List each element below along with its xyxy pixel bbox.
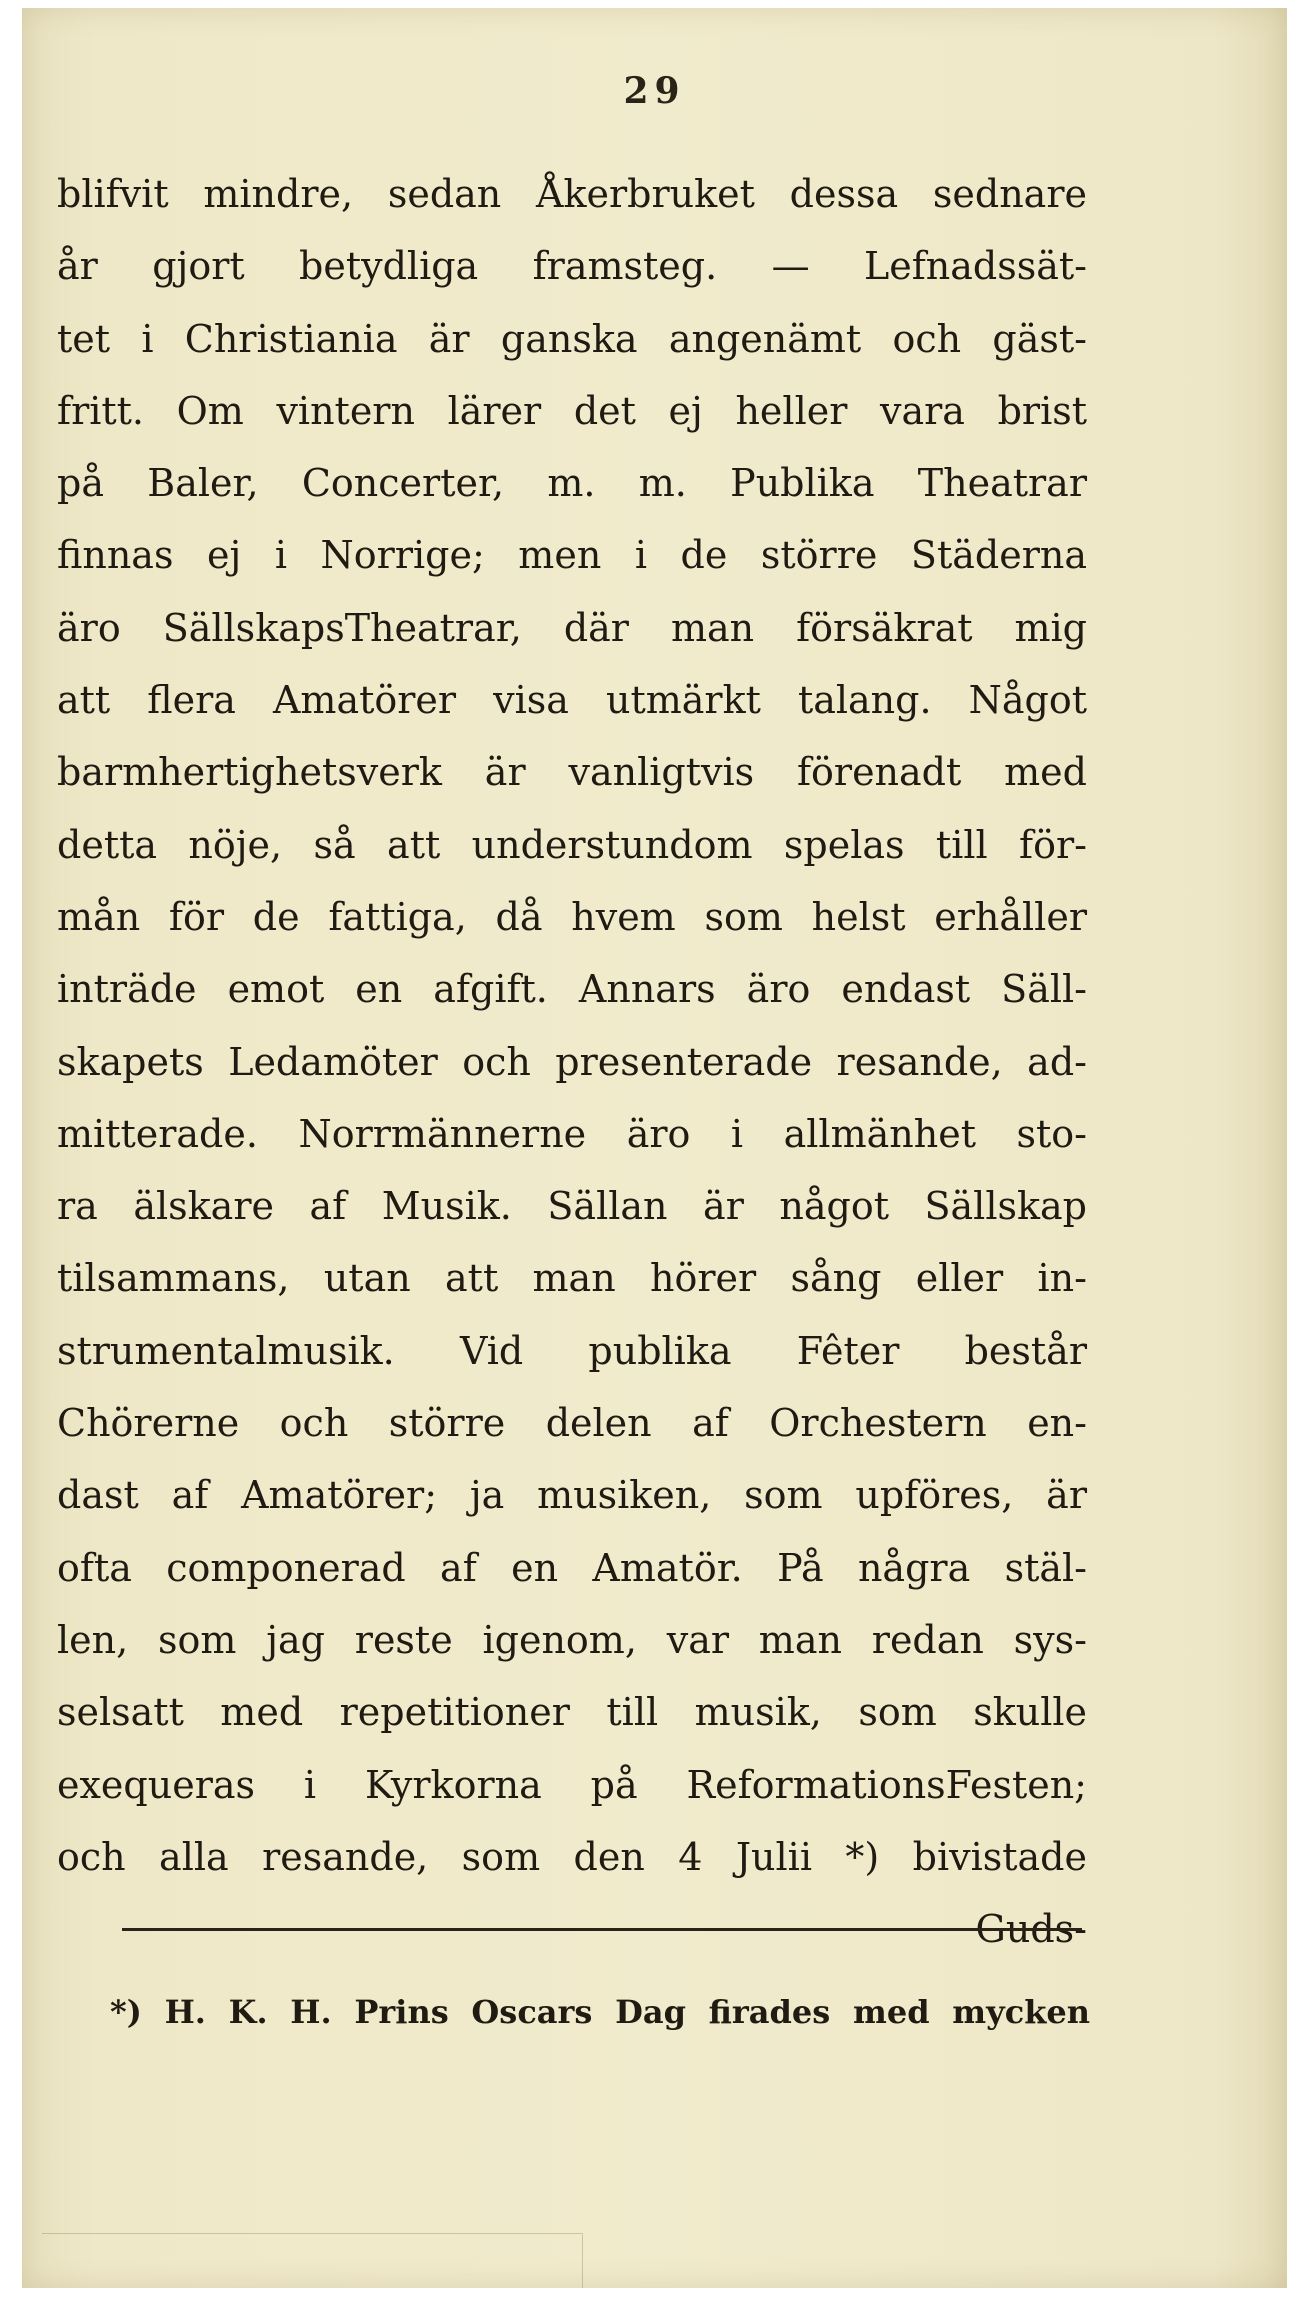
text-line: mitterade. Norrmännerne äro i allmänhet sto-: [57, 1111, 1087, 1156]
text-line: detta nöje, så att understundom spelas till för-: [57, 822, 1087, 867]
paper-crease: [42, 2233, 583, 2288]
text-line: mån för de fattiga, då hvem som helst erhåller: [57, 894, 1087, 939]
text-line: inträde emot en afgift. Annars äro endast Säll-: [57, 967, 1087, 1012]
text-line: att flera Amatörer visa utmärkt talang. Något: [57, 678, 1087, 723]
book-page: [22, 8, 1287, 2288]
text-line: skapets Ledamöter och presenterade resande, ad-: [57, 1039, 1087, 1084]
text-line: ofta componerad af en Amatör. På några stäl-: [57, 1545, 1087, 1590]
text-line: tet i Christiania är ganska angenämt och gäst-: [57, 316, 1087, 361]
footnote-divider: [122, 1928, 1082, 1931]
text-line: tilsammans, utan att man hörer sång eller in-: [57, 1256, 1087, 1301]
text-line: len, som jag reste igenom, var man redan sys-: [57, 1617, 1087, 1662]
text-line: barmhertighetsverk är vanligtvis förenadt med: [57, 750, 1087, 795]
text-line: fritt. Om vintern lärer det ej heller vara brist: [57, 388, 1087, 433]
text-line: på Baler, Concerter, m. m. Publika Theatrar: [57, 461, 1087, 506]
text-line: blifvit mindre, sedan Åkerbruket dessa sednare: [57, 172, 1087, 216]
text-line: dast af Amatörer; ja musiken, som upföres, är: [57, 1473, 1087, 1518]
footnote: *) H. K. H. Prins Oscars Dag firades med mycken: [110, 1993, 1090, 2031]
text-line: strumentalmusik. Vid publika Fêter består: [57, 1328, 1087, 1373]
catchword: Guds-: [975, 1907, 1087, 1952]
text-line: och alla resande, som den 4 Julii *) bivistade: [57, 1834, 1087, 1879]
text-line: selsatt med repetitioner till musik, som skulle: [57, 1690, 1087, 1735]
text-line: Chörerne och större delen af Orchestern en-: [57, 1401, 1087, 1446]
text-line: år gjort betydliga framsteg. — Lefnadssät-: [57, 244, 1087, 289]
text-line: äro SällskapsTheatrar, där man försäkrat mig: [57, 605, 1087, 650]
text-line: exequeras i Kyrkorna på ReformationsFesten;: [57, 1762, 1087, 1807]
text-line: finnas ej i Norrige; men i de större Städerna: [57, 533, 1087, 578]
body-text: [57, 158, 1087, 1965]
page-number: 29: [623, 70, 686, 112]
text-line: ra älskare af Musik. Sällan är något Sällskap: [57, 1184, 1087, 1229]
